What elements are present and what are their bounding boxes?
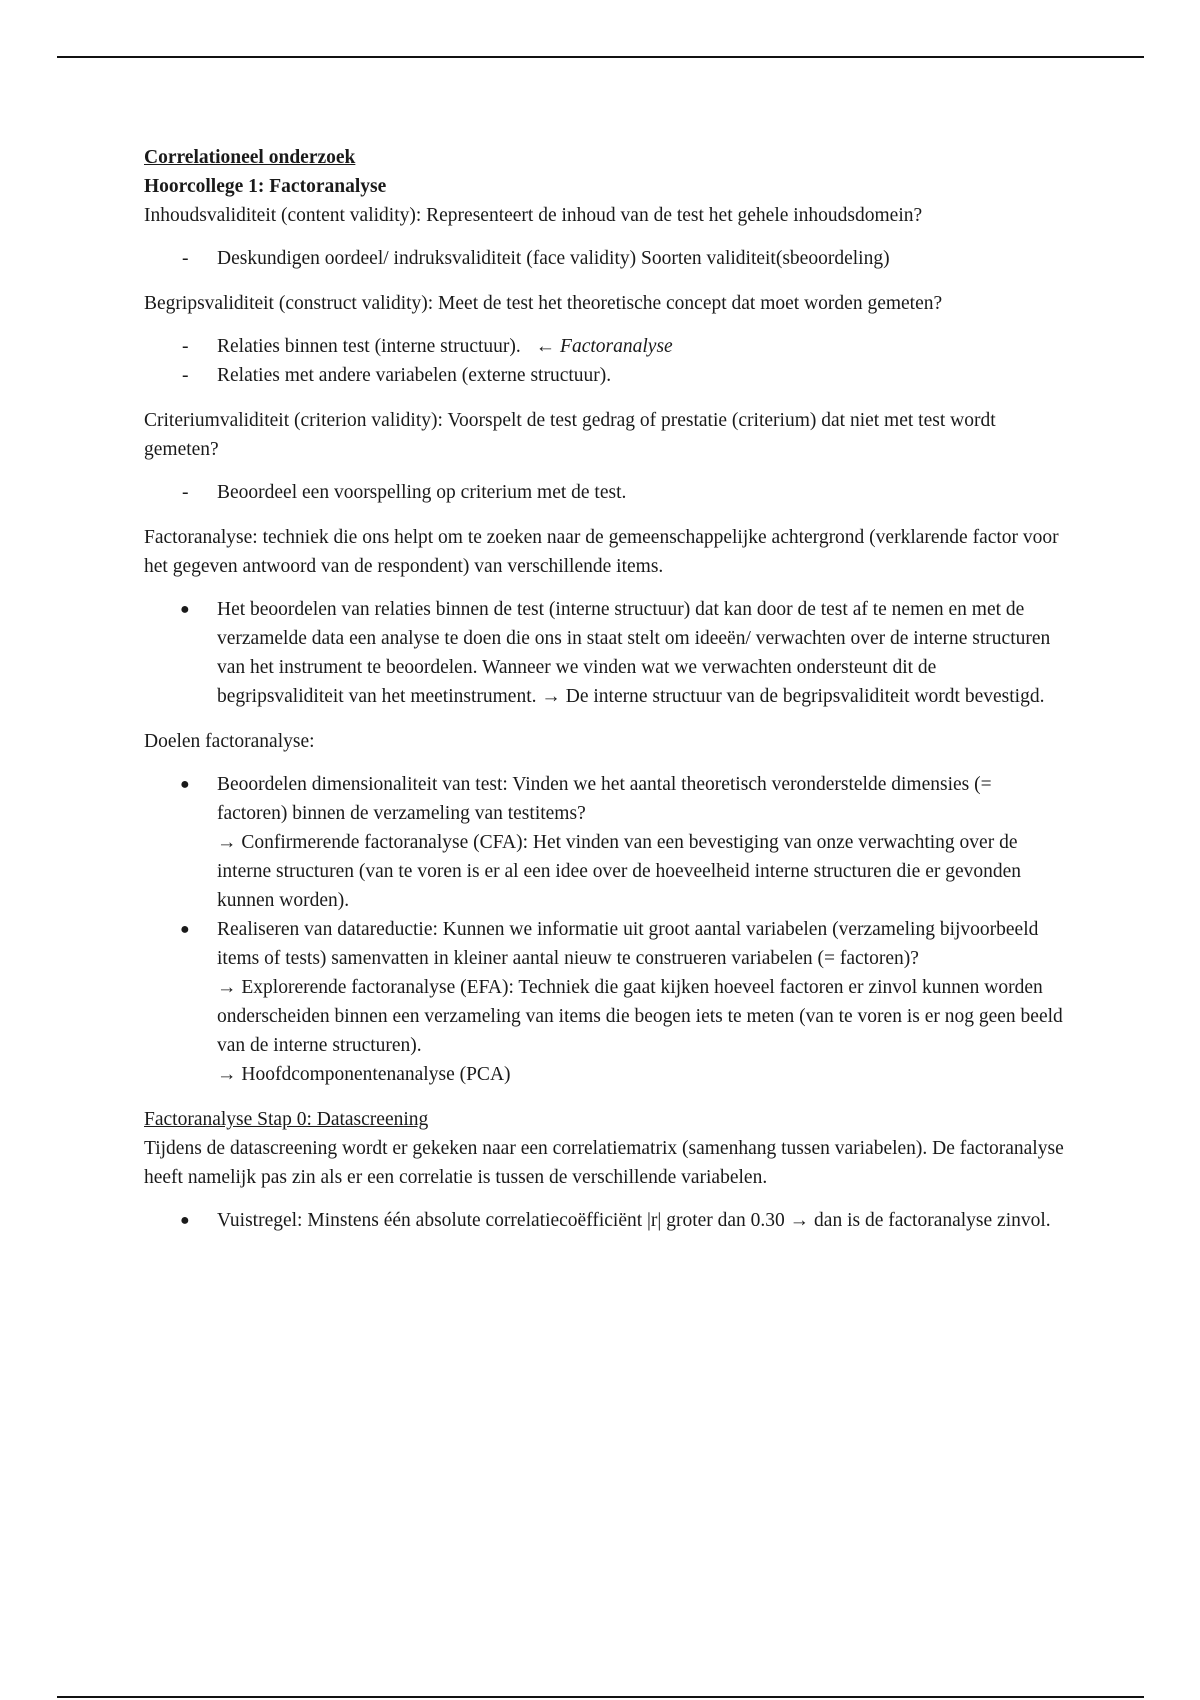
list-item-subtext: → Explorerende factoranalyse (EFA): Techniek die gaat kijken hoeveel factoren er zinvol kunnen worden onderscheiden binnen een verzameling van items die beogen iets te meten (van te voren is er nog geen beeld van de interne structuren). bbox=[217, 977, 1063, 1056]
stap0-heading: Factoranalyse Stap 0: Datascreening bbox=[144, 1109, 429, 1130]
dash-marker: - bbox=[182, 248, 189, 269]
list-item bbox=[144, 595, 1064, 711]
list-item bbox=[144, 361, 1064, 390]
list-item bbox=[144, 332, 1064, 361]
paragraph-stap0: Tijdens de datascreening wordt er gekeken naar een correlatiematrix (samenhang tussen variabelen). De factoranalyse heeft namelijk pas zin als er een correlatie is tussen de verschillende variabelen. bbox=[144, 1138, 1064, 1188]
list-item bbox=[144, 478, 1064, 507]
dash-marker: - bbox=[182, 482, 189, 503]
list-item-text: Het beoordelen van relaties binnen de test (interne structuur) dat kan door de test af te nemen en met de verzamelde data een analyse te doen die ons in staat stelt om ideeën/ verwachten over de interne structuren van het instrument te beoordelen. Wanneer we vinden wat we verwachten ondersteunt dit de begripsvaliditeit van het meetinstrument. → De interne structuur van de begripsvaliditeit wordt bevestigd. bbox=[217, 599, 1051, 707]
footer-rule bbox=[57, 1696, 1144, 1698]
list-item-subtext: → Hoofdcomponentenanalyse (PCA) bbox=[217, 1064, 511, 1085]
list-factoranalyse bbox=[144, 595, 1064, 711]
list-inhoud bbox=[144, 244, 1064, 273]
list-item bbox=[144, 770, 1064, 915]
bullet-marker: ● bbox=[180, 776, 190, 793]
list-item-text: Beoordelen dimensionaliteit van test: Vinden we het aantal theoretisch veronderstelde dimensies (= factoren) binnen de verzameling van testitems? bbox=[217, 774, 992, 824]
left-arrow-icon: ← bbox=[535, 336, 556, 357]
dash-marker: - bbox=[182, 365, 189, 386]
document-title: Correlationeel onderzoek bbox=[144, 147, 356, 168]
bullet-marker: ● bbox=[180, 1212, 190, 1229]
bullet-marker: ● bbox=[180, 601, 190, 618]
list-item bbox=[144, 244, 1064, 273]
paragraph-factoranalyse-definition: Factoranalyse: techniek die ons helpt om te zoeken naar de gemeenschappelijke achtergrond (verklarende factor voor het gegeven antwoord van de respondent) van verschillende items. bbox=[144, 527, 1059, 577]
list-item-text: Relaties met andere variabelen (externe structuur). bbox=[217, 365, 612, 386]
header-rule bbox=[57, 56, 1144, 58]
list-begrips bbox=[144, 332, 1064, 390]
list-item-text: Deskundigen oordeel/ indruksvaliditeit (face validity) Soorten validiteit(sbeoordeling) bbox=[217, 248, 890, 269]
list-item bbox=[144, 1206, 1064, 1235]
list-item-text: Realiseren van datareductie: Kunnen we informatie uit groot aantal variabelen (verzameling bijvoorbeeld items of tests) samenvatten in kleiner aantal nieuw te construeren variabelen (= factoren)? bbox=[217, 919, 1039, 969]
list-item-text: Beoordeel een voorspelling op criterium met de test. bbox=[217, 482, 627, 503]
factoranalyse-note: Factoranalyse bbox=[560, 336, 673, 357]
paragraph-inhoudsvaliditeit: Inhoudsvaliditeit (content validity): Representeert de inhoud van de test het gehele inhoudsdomein? bbox=[144, 205, 923, 226]
doelen-heading: Doelen factoranalyse: bbox=[144, 731, 315, 752]
paragraph-begripsvaliditeit: Begripsvaliditeit (construct validity): Meet de test het theoretische concept dat moet worden gemeten? bbox=[144, 293, 943, 314]
document-subtitle: Hoorcollege 1: Factoranalyse bbox=[144, 176, 387, 197]
bullet-marker: ● bbox=[180, 921, 190, 938]
list-criterium bbox=[144, 478, 1064, 507]
list-item-text: Relaties binnen test (interne structuur). bbox=[217, 336, 521, 357]
list-item-subtext: → Confirmerende factoranalyse (CFA): Het vinden van een bevestiging van onze verwachting over de interne structuren (van te voren is er al een idee over de hoeveelheid interne structuren die er gevonden kunnen worden). bbox=[217, 832, 1022, 911]
document-body bbox=[144, 143, 1064, 1235]
list-stap0 bbox=[144, 1206, 1064, 1235]
list-doelen bbox=[144, 770, 1064, 1089]
paragraph-criteriumvaliditeit: Criteriumvaliditeit (criterion validity): Voorspelt de test gedrag of prestatie (criterium) dat niet met test wordt gemeten? bbox=[144, 410, 996, 460]
list-item bbox=[144, 915, 1064, 1089]
dash-marker: - bbox=[182, 336, 189, 357]
list-item-text: Vuistregel: Minstens één absolute correlatiecoëfficiënt |r| groter dan 0.30 → dan is de factoranalyse zinvol. bbox=[217, 1210, 1051, 1231]
